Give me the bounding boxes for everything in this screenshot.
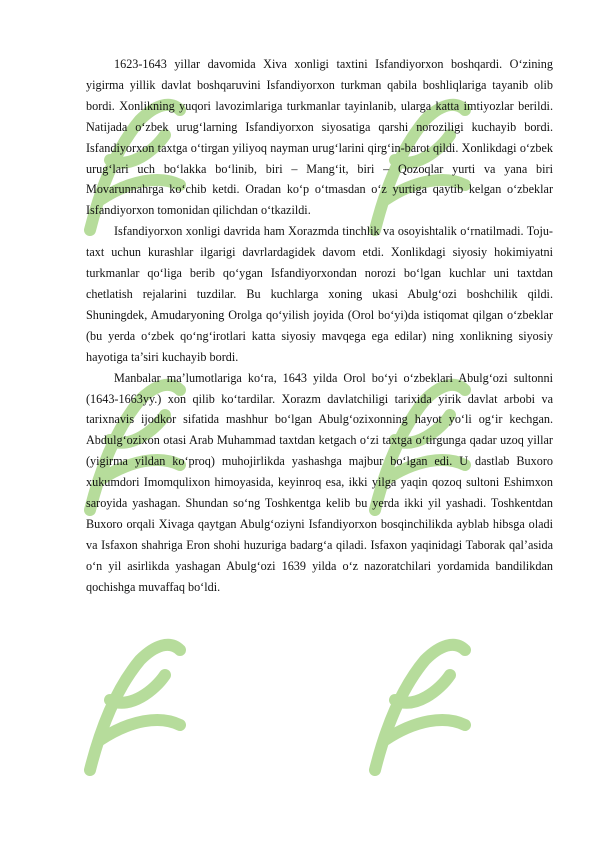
paragraph-3: Manbalar ma’lumotlariga ko‘ra, 1643 yilda Orol bo‘yi o‘zbeklari Abulg‘ozi sultonni (1643-1663yy.) xon qilib ko‘tardilar. Xorazm davlatchiligi tarixida yirik davlat arbobi va tarixnavis ijodkor sifatida mashhur bo‘lgan Abulg‘ozixonning hayot yo‘li og‘ir kechgan. Abdulg‘ozixon otasi Arab Muhammad taxtdan ketgach o‘zi taxtga o‘tirgunga qadar uzoq yillar (yigirma yildan ko‘proq) muhojirlikda yashashga majbur bo‘lgan edi. U dastlab Buxoro xukumdori Imomqulixon himoyasida, keyinroq esa, ikki yilga yaqin qozoq sultoni Eshimxon saroyida yashagan. Shundan so‘ng Toshkentga kelib bu yerda ikki yil yashadi. Toshkentdan Buxoro orqali Xivaga qaytgan Abulg‘oziyni Isfandiyorxon bosqinchilikda ayblab hibsga oladi va Isfaxon shahriga Eron shohi huzuriga badarg‘a qiladi. Isfaxon yaqinidagi Taborak qal’asida o‘n yil asirlikda yashagan Abulg‘ozi 1639 yilda o‘z nazoratchilari yordamida bandilikdan qochishga muvaffaq bo‘ldi. xyxy=(86,370,553,594)
watermark-logo-icon xyxy=(70,620,200,790)
watermark-logo-icon xyxy=(355,620,485,790)
body-text xyxy=(86,54,553,598)
paragraph-2: Isfandiyorxon xonligi davrida ham Xorazmda tinchlik va osoyishtalik o‘rnatilmadi. Toju-taxt uchun kurashlar ilgarigi davrlardagidek davom etdi. Xonlikdagi siyosiy hokimiyatni turkmanlar qo‘liga berib qo‘ygan Isfandiyorxondan norozi bo‘lgan kuchlar uni taxtdan chetlatish rejalarini tuzdilar. Bu kuchlarga xoning ukasi Abulg‘ozi boshchilik qildi. Shuningdek, Amudaryoning Orolga qo‘yilish joyida (Orol bo‘yi)da istiqomat qilgan o‘zbeklar (bu yerda o‘zbek qo‘ng‘irotlari katta siyosiy mavqega ega edilar) ning xonlikning siyosiy hayotiga ta’siri kuchayib bordi. xyxy=(86,224,553,364)
paragraph-1: 1623-1643 yillar davomida Xiva xonligi taxtini Isfandiyorxon boshqardi. O‘zining yigirma yillik davlat boshqaruvini Isfandiyorxon turkman qabila boshliqlariga tayanib olib bordi. Xonlikning yuqori lavozimlariga turkmanlar tayinlanib, ularga katta imtiyozlar berildi. Natijada o‘zbek urug‘larning Isfandiyorxon siyosatiga qarshi noroziligi kuchayib bordi. Isfandiyorxon taxtga o‘tirgan yiliyoq nayman urug‘larini qirg‘in-barot qildi. Xonlikdagi o‘zbek urug‘lari uch bo‘lakka bo‘linib, biri – Mang‘it, biri – Qozoqlar yurti va yana biri Movarunnahrga ko‘chib ketdi. Oradan ko‘p o‘tmasdan o‘z yurtiga qaytib kelgan o‘zbeklar Isfandiyorxon tomonidan qilichdan o‘tkazildi. xyxy=(86,57,553,218)
